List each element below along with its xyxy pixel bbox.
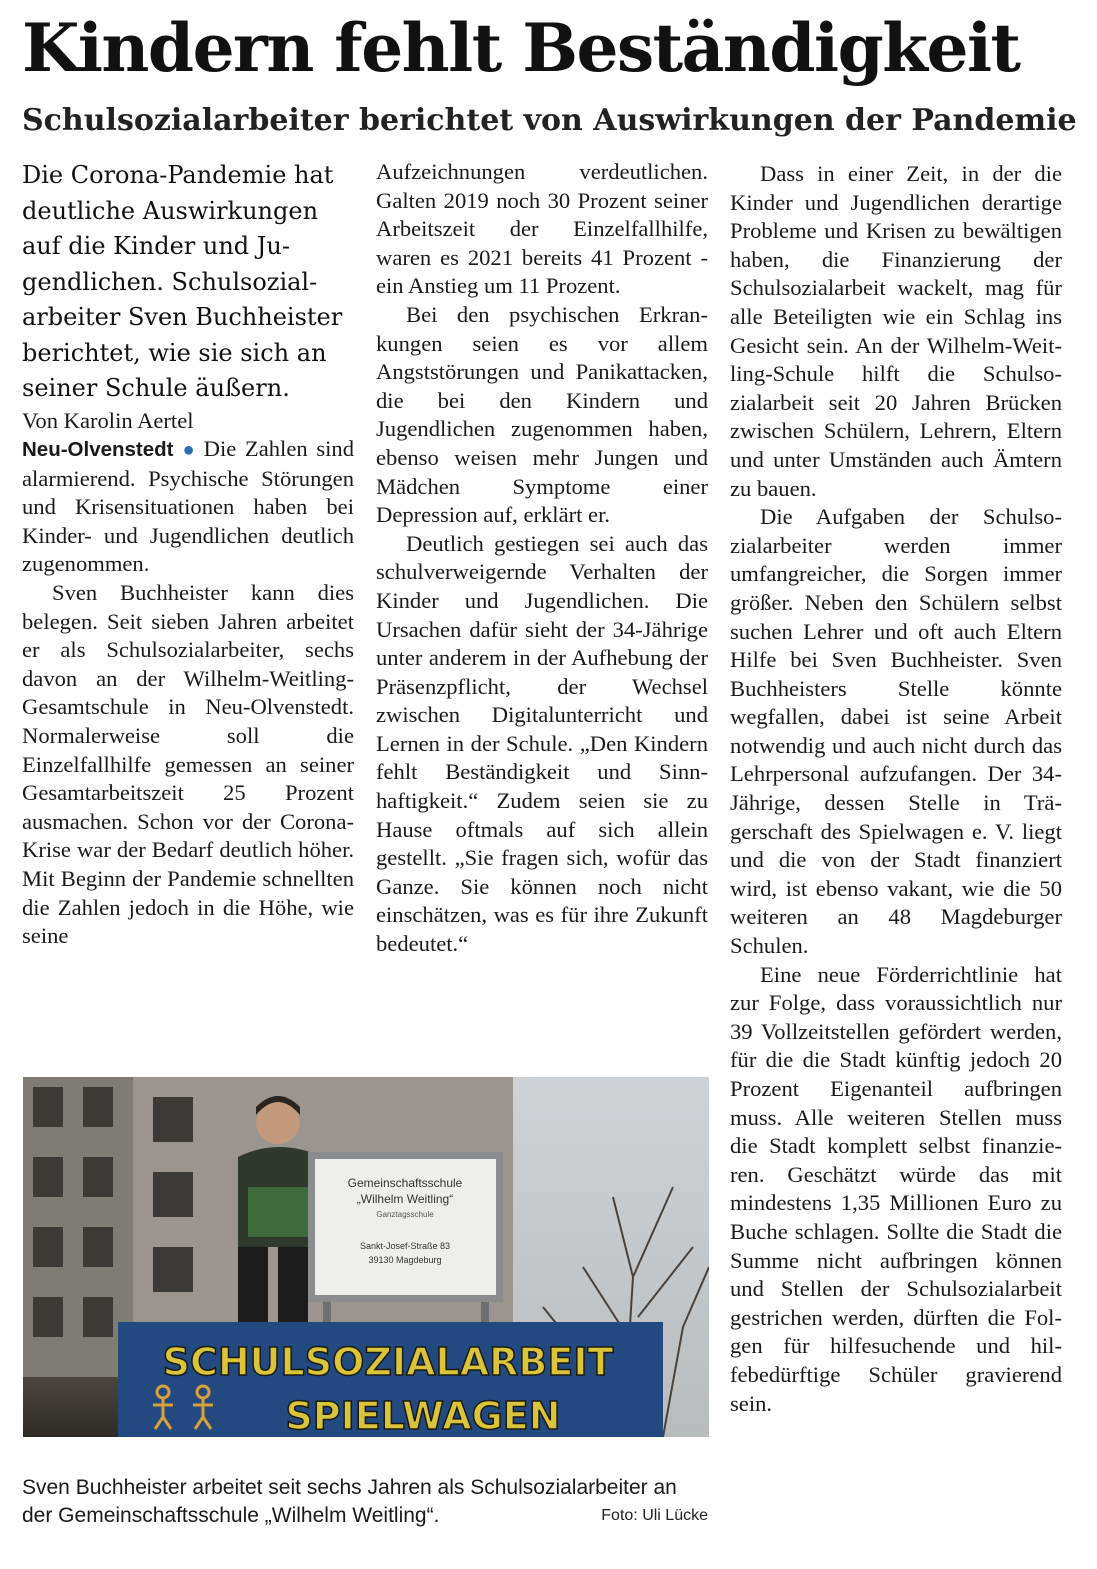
article-column-3 [730, 160, 1062, 1418]
sign-text-1: Gemeinschaftsschule [347, 1176, 463, 1190]
body-paragraph: Deutlich gestiegen sei auch das schulverweigernde Verhalten der Kinder und Jugendlichen. Die Ursachen dafür sieht der 34-Jährige unter anderem in der Aufhebung der Präsenzpflicht, der Wechsel zwischen Digitalunterricht und Lernen in der Schule. „Den Kindern fehlt Beständigkeit und Sinnhaftigkeit.“ Zudem seien sie zu Hause oftmals auf sich allein gestellt. „Sie fragen sich, wofür das Ganze. Sie können noch nicht einschätzen, was es für ihre Zukunft bedeutet.“ [376, 530, 708, 957]
graffiti-wall [118, 1322, 663, 1437]
body-paragraph: Bei den psychischen Erkrankungen seien es vor allem Angststörungen und Panikattacken, die bei den Kindern und Jugendlichen zugenommen haben, ebenso weisen mehr Jungen und Mädchen Symptome einer Depression auf, erklärt er. [376, 301, 708, 528]
headline: Kindern fehlt Beständigkeit [22, 9, 1020, 87]
body-paragraph: Sven Buchheister kann dies belegen. Seit sieben Jahren arbeitet er als Schulsozialarbeiter, sechs davon an der Wilhelm-Weitling-Gesamtschule in Neu-Olvenstedt. Normalerweise soll die Einzelfallhilfe gemessen an seiner Gesamtarbeitszeit 25 Prozent ausmachen. Schon vor der Corona-Krise war der Bedarf deutlich höher. Mit Beginn der Pandemie schnellten die Zahlen jedoch in die Höhe, wie seine [22, 580, 354, 949]
bullet-dot-icon: ● [179, 439, 198, 462]
article-column-2 [376, 158, 708, 959]
sign-text-5: 39130 Magdeburg [368, 1255, 442, 1265]
lead-text: Die Zahlen sind alarmierend. Psychische Störungen und Krisensituationen haben bei Kinder- und Jugendlichen deutlich zugenommen. [22, 436, 354, 577]
body-paragraph: Aufzeichnungen verdeutlichen. Galten 2019 noch 30 Prozent seiner Arbeitszeit der Einzelfallhilfe, waren es 2021 bereits 41 Prozent - ein Anstieg um 11 Prozent. [376, 159, 708, 299]
body-paragraph: Dass in einer Zeit, in der die Kinder und Jugendlichen derartige Probleme und Krisen zu bewältigen haben, die Finanzierung der Schulsozialarbeit wackelt, mag für alle Beteiligten wie ein Schlag ins Gesicht sein. An der Wilhelm-Weitling-Schule hilft die Schulsozialarbeit seit 20 Jahren Brücken zwischen Schülern, Lehrern, Eltern und unter Umständen auch Ämtern zu bauen. [730, 161, 1062, 501]
sign-text-4: Sankt-Josef-Straße 83 [359, 1241, 451, 1251]
article-column-1 [22, 158, 354, 951]
article-photo [23, 1077, 709, 1437]
body-paragraph: Eine neue Förderrichtlinie hat zur Folge, dass voraussichtlich nur 39 Vollzeitstellen gefördert werden, für die die Stadt künftig jedoch 20 Prozent Eigenanteil aufbringen muss. Alle weiteren Stellen muss die Stadt komplett selbst finanzieren. Geschätzt würde das mit mindestens 1,35 Millionen Euro zu Buche schlagen. Sollte die Stadt die Summe nicht aufbringen können und Stellen der Schulsozialarbeit gestrichen werden, dürften die Folgen für hilfesuchende und hilfebedürftige Schüler gravierend sein. [730, 961, 1062, 1416]
sign-text-2: „Wilhelm Weitling“ [356, 1192, 454, 1206]
body-paragraph: Die Aufgaben der Schulsozialarbeiter werden immer umfangreicher, die Sorgen immer größer. Neben den Schülern selbst suchen Lehrer und oft auch Eltern Hilfe bei Sven Buchheister. Sven Buchheisters Stelle könnte wegfallen, dabei ist seine Arbeit notwendig und auch nicht durch das Lehrpersonal aufzufangen. Der 34-Jährige, dessen Stelle in Trägerschaft des Spielwagen e. V. liegt und die von der Stadt finanziert wird, ist ebenso vakant, wie die 50 weiteren an 48 Magdeburger Schulen. [730, 504, 1062, 959]
photo-illustration [23, 1077, 709, 1437]
lead-paragraph [22, 435, 354, 579]
graffiti-text-top: SCHULSOZIALARBEIT [162, 1340, 614, 1384]
byline: Von Karolin Aertel [22, 407, 194, 433]
photo-caption [22, 1474, 708, 1530]
caption-text: Sven Buchheister arbeitet seit sechs Jahren als Schulsozialarbeiter an der Gemeinschaftsschule „Wilhelm Weitling“. [22, 1476, 677, 1527]
location-label: Neu-Olvenstedt [22, 438, 174, 462]
graffiti-text-bottom: SPIELWAGEN [285, 1394, 561, 1437]
photo-credit: Foto: Uli Lücke [601, 1507, 708, 1524]
intro-text: Die Corona-Pandemie hat deutliche Auswirkungen auf die Kinder und Jugendlichen. Schulsozialarbeiter Sven Buchheister berichtet, wie sie sich an seiner Schule äußern. [22, 161, 343, 402]
subheadline: Schulsozialarbeiter berichtet von Auswirkungen der Pandemie [22, 103, 1077, 138]
sign-text-3: Ganztagsschule [376, 1210, 434, 1219]
